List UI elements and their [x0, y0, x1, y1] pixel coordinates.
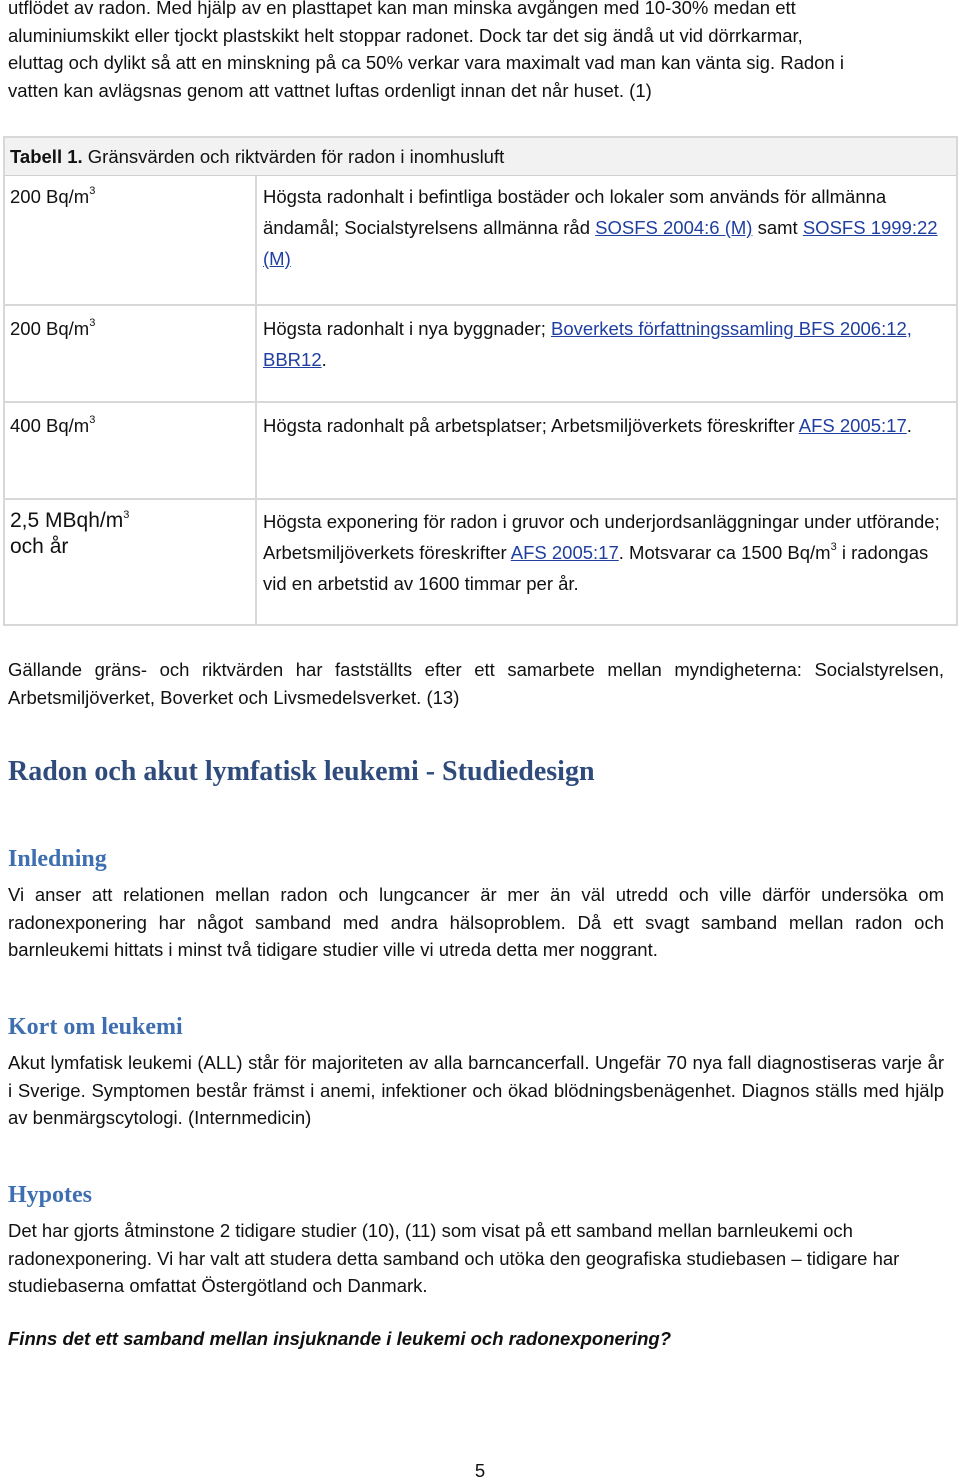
table-caption-text: Gränsvärden och riktvärden för radon i inomhusluft: [82, 146, 505, 167]
intro-line: eluttag och dylikt så att en minskning på ca 50% verkar vara maximalt vad man kan vänta sig. Radon i: [8, 52, 845, 73]
section-heading-inledning: Inledning: [8, 846, 107, 872]
description-text: .: [321, 349, 327, 370]
table-cell-value: [5, 306, 257, 401]
sosfs-2004-link[interactable]: SOSFS 2004:6 (M): [595, 217, 753, 238]
table-row: [5, 304, 956, 401]
section-body-inledning: Vi anser att relationen mellan radon och lungcancer är mer än väl utredd och ville därför undersöka om radonexponering har något samband med andra hälsoproblem. Då ett svagt samband mellan radon och barnleukemi hittats i minst två tidigare studier ville vi utreda detta mer noggrant.: [8, 884, 944, 960]
unit-superscript: 3: [89, 414, 96, 426]
intro-line: utflödet av radon. Med hjälp av en plasttapet kan man minska avgången med 10-30% medan ett: [8, 0, 796, 18]
research-question: Finns det ett samband mellan insjuknande i leukemi och radonexponering?: [8, 1328, 672, 1349]
afs-2005-link[interactable]: AFS 2005:17: [798, 415, 907, 436]
radon-limits-table: [3, 136, 958, 626]
table-cell-description: [263, 410, 946, 441]
sosfs-1999-link[interactable]: SOSFS 1999:22 (M): [263, 217, 938, 269]
description-text: i radongas vid en arbetstid av 1600 timmar per år.: [263, 542, 929, 594]
unit-superscript: 3: [830, 541, 837, 553]
unit-superscript: 3: [89, 185, 96, 197]
section-body-kort-om-leukemi: Akut lymfatisk leukemi (ALL) står för majoriteten av alla barncancerfall. Ungefär 70 nya fall diagnostiseras varje år i Sverige. Symptomen består främst i anemi, infektioner och ökad blödningsbenägenhet. Diagnos ställs med hjälp av benmärgscytologi. (Internmedicin): [8, 1052, 944, 1128]
limit-value: 2,5 MBqh/m: [10, 509, 124, 532]
table-row: [5, 176, 956, 304]
intro-line: vatten kan avlägsnas genom att vattnet luftas ordenligt innan det når huset. (1): [8, 79, 652, 101]
intro-line: aluminiumskikt eller tjockt plastskikt helt stoppar radonet. Dock tar det sig ändå ut vid dörrkarmar,: [8, 24, 803, 46]
intro-paragraph: [8, 0, 944, 104]
page-number: 5: [474, 1460, 486, 1481]
section-heading-hypotes: Hypotes: [8, 1182, 92, 1208]
description-text: Högsta radonhalt i nya byggnader;: [263, 318, 551, 339]
description-text: Högsta radonhalt på arbetsplatser; Arbetsmiljöverkets föreskrifter: [263, 415, 799, 436]
table-caption: [5, 138, 956, 176]
table-cell-description: [263, 181, 946, 274]
table-cell-value: [5, 500, 257, 624]
limit-value-period: och år: [10, 535, 69, 558]
description-text: .: [906, 415, 912, 436]
section-heading-kort-om-leukemi: Kort om leukemi: [8, 1014, 183, 1040]
description-text: Högsta radonhalt i befintliga bostäder och lokaler som används för allmänna ändamål; Socialstyrelsens allmänna råd: [263, 186, 887, 238]
table-cell-value: [5, 176, 257, 304]
limit-value: 400 Bq/m: [10, 415, 90, 436]
limit-value: 200 Bq/m: [10, 318, 90, 339]
table-cell-description: [263, 313, 946, 375]
description-text: samt: [752, 217, 803, 238]
description-text: . Motsvarar ca 1500 Bq/m: [618, 542, 831, 563]
unit-superscript: 3: [89, 317, 96, 329]
table-caption-label: Tabell 1.: [10, 146, 83, 167]
table-row: [5, 498, 956, 624]
table-row: [5, 401, 956, 498]
main-heading: Radon och akut lymfatisk leukemi - Studiedesign: [8, 756, 595, 787]
boverket-bfs-link[interactable]: Boverkets författningssamling BFS 2006:12, BBR12: [263, 318, 912, 370]
description-text: Högsta exponering för radon i gruvor och underjordsanläggningar under utförande; Arbetsmiljöverkets föreskrifter: [263, 511, 940, 563]
unit-superscript: 3: [123, 509, 130, 521]
table-cell-description: [263, 506, 946, 599]
limit-value: 200 Bq/m: [10, 186, 90, 207]
afs-2005-link[interactable]: AFS 2005:17: [510, 542, 619, 563]
table-cell-value: [5, 403, 257, 498]
section-body-hypotes: Det har gjorts åtminstone 2 tidigare studier (10), (11) som visat på ett samband mellan barnleukemi och radonexponering. Vi har valt att studera detta samband och utöka den geografiska studiebasen – tidigare har studiebaserna omfattat Östergötland och Danmark.: [8, 1220, 900, 1296]
after-table-paragraph: Gällande gräns- och riktvärden har fastställts efter ett samarbete mellan myndigheterna: Socialstyrelsen, Arbetsmiljöverket, Boverket och Livsmedelsverket. (13): [8, 659, 944, 708]
